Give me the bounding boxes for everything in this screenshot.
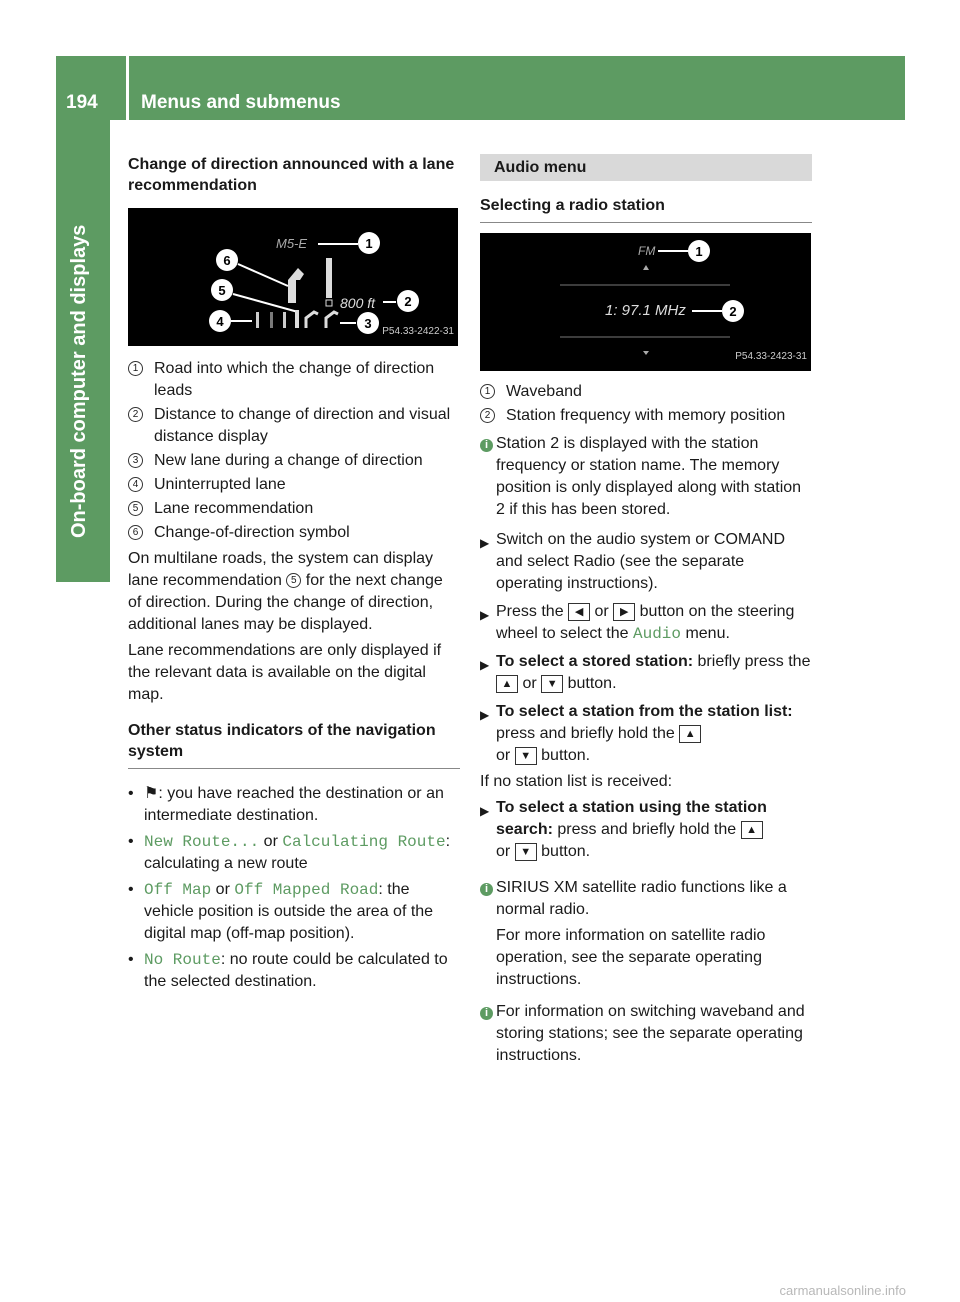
- heading-lane-recommendation: Change of direction announced with a lane recommendation: [128, 156, 455, 194]
- left-legend-item: 5 Lane recommendation: [128, 498, 460, 520]
- section-title: Menus and submenus: [141, 92, 341, 113]
- left-legend-item: 2 Distance to change of direction and visual distance display: [128, 404, 460, 448]
- right-legend-item: 2 Station frequency with memory position: [480, 405, 812, 427]
- left-arrow-key-icon: ◀: [568, 603, 590, 621]
- right-legend-item: 1 Waveband: [480, 381, 812, 403]
- lane-display-figure: [128, 208, 458, 346]
- bullet-destination: • ⚑: you have reached the destination or an intermediate destination.: [128, 785, 444, 824]
- left-legend-item: 1 Road into which the change of direction leads: [128, 358, 460, 402]
- left-column: [128, 154, 460, 993]
- right-arrow-key-icon: ▶: [613, 603, 635, 621]
- info-icon: i: [480, 439, 493, 452]
- distance-readout: 800 ft: [340, 295, 376, 311]
- up-key-icon: ▲: [496, 675, 518, 693]
- waveband-readout: FM: [638, 244, 656, 258]
- para-map-data: Lane recommendations are only displayed if the relevant data is available on the digital map.: [128, 642, 442, 703]
- up-key-icon: ▲: [741, 821, 763, 839]
- side-tab-label: On-board computer and displays: [68, 224, 90, 538]
- fig1-marker-2: 2: [404, 294, 412, 309]
- radio-display-figure: [480, 233, 811, 371]
- step-stored-station: ▶ To select a stored station: briefly press the ▲ or ▼ button.: [480, 653, 811, 692]
- info-sirius: i SIRIUS XM satellite radio functions like a normal radio. For more information on satellite radio operation, see the separate operating instructions.: [480, 877, 812, 991]
- down-key-icon: ▼: [541, 675, 563, 693]
- fig1-marker-1: 1: [365, 236, 373, 251]
- heading-radio-station: Selecting a radio station: [480, 195, 812, 223]
- audio-menu-title: Audio menu: [480, 154, 812, 181]
- para-lane-recommendation: On multilane roads, the system can display lane recommendation 5 for the next change of direction. During the change of direction, additional lanes may be displayed.: [128, 550, 443, 633]
- left-legend-item: 4 Uninterrupted lane: [128, 474, 460, 496]
- frequency-readout: 1: 97.1 MHz: [605, 302, 686, 319]
- info-station-display: i Station 2 is displayed with the station frequency or station name. The memory position is only displayed along with station 2 if this has been stored.: [480, 433, 812, 521]
- info-icon: i: [480, 1007, 493, 1020]
- step-station-list: ▶ To select a station from the station list: press and briefly hold the ▲ or ▼ button.: [480, 703, 793, 764]
- fig2-marker-2: 2: [729, 304, 737, 319]
- info-waveband: i For information on switching waveband and storing stations; see the separate operating instructions.: [480, 1001, 812, 1067]
- fig1-marker-6: 6: [223, 253, 231, 268]
- step-switch-on: ▶ Switch on the audio system or COMAND and select Radio (see the separate operating instructions).: [480, 531, 785, 592]
- header-separator: [126, 56, 129, 120]
- heading-status-indicators: Other status indicators of the navigation system: [128, 720, 460, 769]
- figure-code: P54.33-2423-31: [735, 351, 807, 362]
- left-legend-item: 6 Change-of-direction symbol: [128, 522, 460, 544]
- no-station-list-note: If no station list is received:: [480, 773, 673, 790]
- fig2-marker-1: 1: [695, 244, 703, 259]
- legend-list-left: [128, 358, 460, 544]
- road-name: M5-E: [276, 236, 308, 251]
- right-column: [480, 154, 812, 1067]
- legend-list-right: [480, 381, 812, 427]
- bullet-new-route: • New Route... or Calculating Route: calculating a new route: [128, 833, 451, 872]
- watermark: carmanualsonline.info: [779, 1283, 906, 1298]
- up-key-icon: ▲: [679, 725, 701, 743]
- bullet-off-map: • Off Map or Off Mapped Road: the vehicle position is outside the area of the digital map (off-map position).: [128, 881, 434, 942]
- step-select-audio-menu: ▶ Press the ◀ or ▶ button on the steering wheel to select the Audio menu.: [480, 603, 795, 643]
- ref-marker: 5: [286, 573, 301, 588]
- down-key-icon: ▼: [515, 747, 537, 765]
- destination-flag-icon: ⚑: [144, 785, 159, 802]
- fig1-marker-3: 3: [364, 316, 372, 331]
- bullet-no-route: • No Route: no route could be calculated to the selected destination.: [128, 951, 448, 990]
- info-icon: i: [480, 883, 493, 896]
- left-legend-item: 3 New lane during a change of direction: [128, 450, 460, 472]
- down-key-icon: ▼: [515, 843, 537, 861]
- status-bullets: [128, 783, 460, 993]
- fig1-marker-5: 5: [218, 283, 226, 298]
- page-number: 194: [66, 92, 98, 113]
- step-station-search: ▶ To select a station using the station search: press and briefly hold the ▲ or ▼ button.: [480, 799, 767, 860]
- fig1-marker-4: 4: [216, 314, 224, 329]
- figure-code: P54.33-2422-31: [382, 326, 454, 337]
